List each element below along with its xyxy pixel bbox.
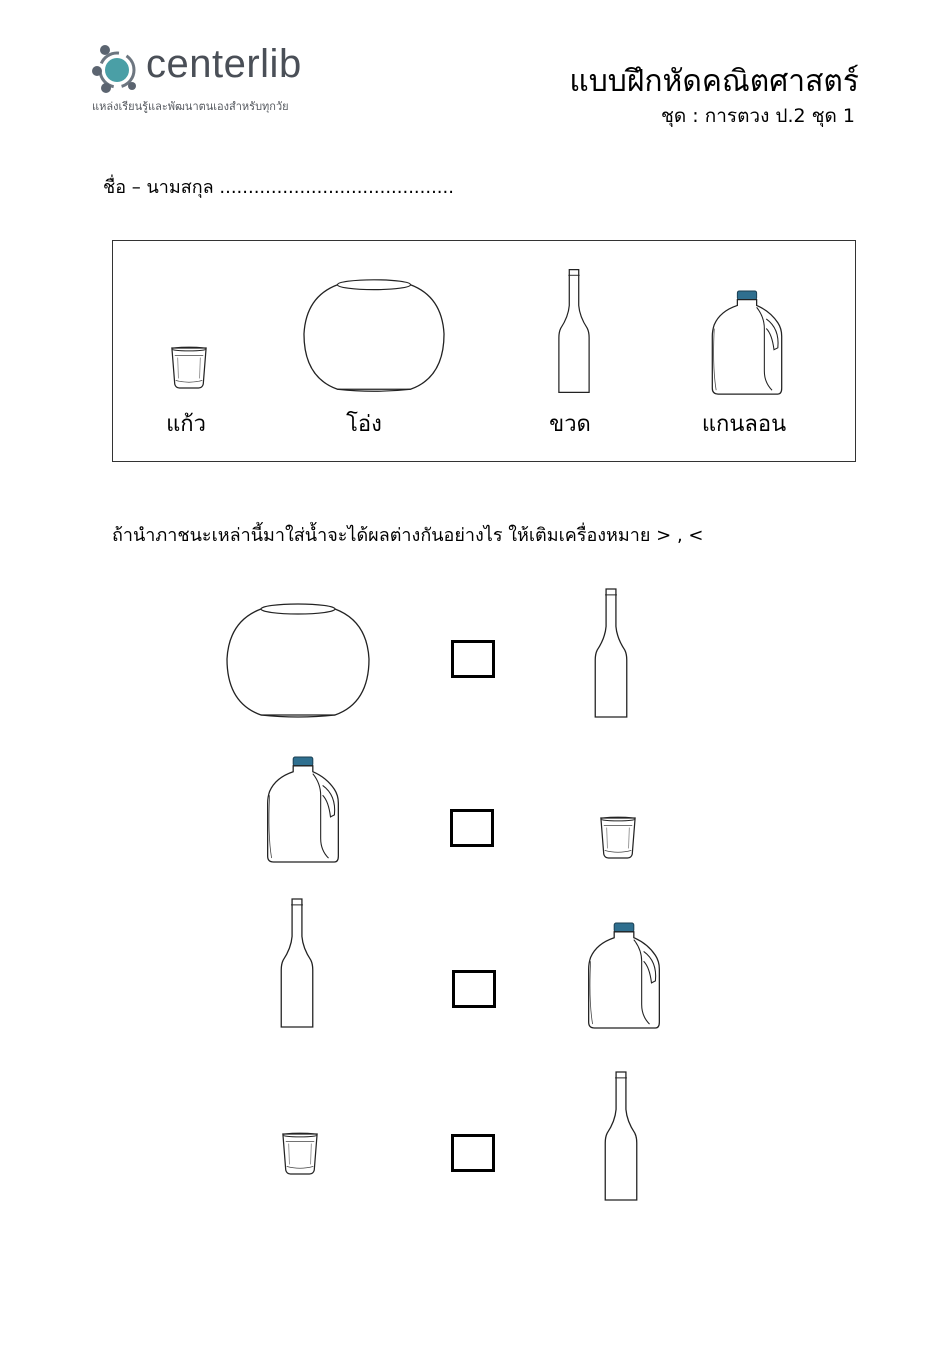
answer-box-4[interactable] xyxy=(451,1134,495,1172)
name-field[interactable]: ชื่อ – นามสกุล ......................................... xyxy=(103,177,454,198)
answer-box-3[interactable] xyxy=(452,970,496,1008)
bottle-icon xyxy=(593,587,629,719)
logo-wordmark: centerlib xyxy=(146,42,302,86)
glass-icon xyxy=(281,1131,319,1177)
gallon-icon xyxy=(586,922,662,1030)
logo-tagline: แหล่งเรียนรู้และพัฒนาตนเองสำหรับทุกวัย xyxy=(92,100,289,113)
reference-label-gallon: แกนลอน xyxy=(701,412,787,437)
glass-icon xyxy=(599,815,637,861)
reference-label-jar: โอ่ง xyxy=(346,412,382,437)
answer-box-2[interactable] xyxy=(450,809,494,847)
bottle-icon xyxy=(603,1070,639,1202)
jar-icon xyxy=(225,603,371,719)
gallon-icon xyxy=(265,756,341,864)
gallon-icon xyxy=(709,290,785,396)
jar-icon xyxy=(302,278,446,394)
glass-icon xyxy=(170,345,208,391)
bottle-icon xyxy=(557,265,591,397)
centerlib-logo xyxy=(92,40,352,120)
reference-label-glass: แก้ว xyxy=(166,412,206,437)
reference-label-bottle: ขวด xyxy=(549,412,591,437)
molecule-logo-icon xyxy=(92,44,142,92)
instruction-text: ถ้านำภาชนะเหล่านี้มาใส่น้ำจะได้ผลต่างกันอย่างไร ให้เติมเครื่องหมาย > , < xyxy=(112,525,704,546)
answer-box-1[interactable] xyxy=(451,640,495,678)
worksheet-subtitle: ชุด : การตวง ป.2 ชุด 1 xyxy=(660,105,855,127)
bottle-icon xyxy=(279,897,315,1029)
worksheet-title: แบบฝึกหัดคณิตศาสตร์ xyxy=(569,64,859,99)
